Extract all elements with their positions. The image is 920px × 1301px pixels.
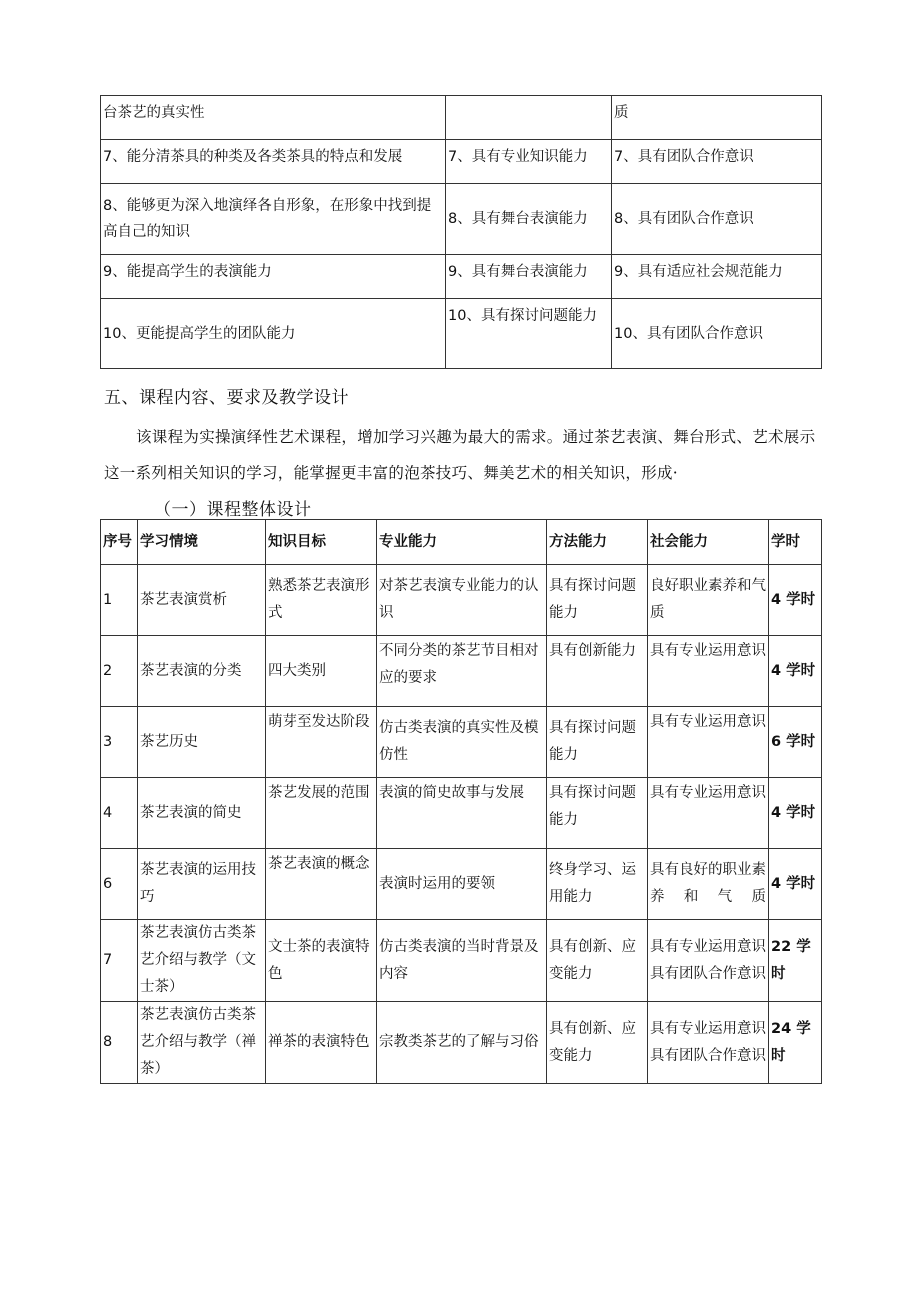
- table-cell: 7、具有团队合作意识: [612, 140, 822, 184]
- method-ability: 具有创新能力: [547, 636, 648, 707]
- table-cell: [446, 96, 612, 140]
- method-ability: 具有创新、应变能力: [547, 1002, 648, 1084]
- table-cell: 10、具有探讨问题能力: [446, 299, 612, 369]
- social-ability: 具有良好的职业素养和气质: [648, 849, 769, 920]
- hours: 4 学时: [769, 565, 822, 636]
- table-cell: 质: [612, 96, 822, 140]
- table-row: [101, 707, 822, 778]
- table-row: [101, 140, 822, 184]
- hours: 22 学时: [769, 920, 822, 1002]
- learning-context: 茶艺表演的分类: [138, 636, 266, 707]
- header-cell: 知识目标: [266, 520, 377, 565]
- table-cell: 10、更能提高学生的团队能力: [101, 299, 446, 369]
- section-heading: 五、课程内容、要求及教学设计: [104, 388, 349, 408]
- row-number: 2: [101, 636, 138, 707]
- table-header-row: [101, 520, 822, 565]
- professional-ability: 仿古类表演的当时背景及内容: [377, 920, 547, 1002]
- table-row: [101, 920, 822, 1002]
- table-row: [101, 778, 822, 849]
- method-ability: 终身学习、运用能力: [547, 849, 648, 920]
- row-number: 8: [101, 1002, 138, 1084]
- knowledge-goal: 文士茶的表演特色: [266, 920, 377, 1002]
- learning-context: 茶艺表演的运用技巧: [138, 849, 266, 920]
- header-cell: 学时: [769, 520, 822, 565]
- table-row: [101, 849, 822, 920]
- learning-context: 茶艺历史: [138, 707, 266, 778]
- hours: 4 学时: [769, 849, 822, 920]
- learning-context: 茶艺表演的简史: [138, 778, 266, 849]
- table-cell: 7、能分清茶具的种类及各类茶具的特点和发展: [101, 140, 446, 184]
- professional-ability: 表演时运用的要领: [377, 849, 547, 920]
- knowledge-goal: 熟悉茶艺表演形式: [266, 565, 377, 636]
- table-cell: 8、具有团队合作意识: [612, 184, 822, 255]
- row-number: 4: [101, 778, 138, 849]
- knowledge-goal: 茶艺发展的范围: [266, 778, 377, 849]
- social-ability: 具有专业运用意识: [648, 778, 769, 849]
- knowledge-goal: 茶艺表演的概念: [266, 849, 377, 920]
- method-ability: 具有创新、应变能力: [547, 920, 648, 1002]
- row-number: 3: [101, 707, 138, 778]
- hours: 4 学时: [769, 636, 822, 707]
- table-cell: 10、具有团队合作意识: [612, 299, 822, 369]
- header-cell: 专业能力: [377, 520, 547, 565]
- social-ability: 具有专业运用意识: [648, 707, 769, 778]
- header-cell: 序号: [101, 520, 138, 565]
- table-cell: 9、能提高学生的表演能力: [101, 255, 446, 299]
- knowledge-goal: 四大类别: [266, 636, 377, 707]
- method-ability: 具有探讨问题能力: [547, 565, 648, 636]
- social-ability: 具有专业运用意识具有团队合作意识: [648, 1002, 769, 1084]
- social-ability: 良好职业素养和气质: [648, 565, 769, 636]
- social-ability: 具有专业运用意识: [648, 636, 769, 707]
- table-row: [101, 96, 822, 140]
- table-cell: 8、具有舞台表演能力: [446, 184, 612, 255]
- row-number: 1: [101, 565, 138, 636]
- header-cell: 学习情境: [138, 520, 266, 565]
- table-cell: 8、能够更为深入地演绎各自形象，在形象中找到提高自己的知识: [101, 184, 446, 255]
- professional-ability: 宗教类茶艺的了解与习俗: [377, 1002, 547, 1084]
- body-paragraph: 该课程为实操演绎性艺术课程，增加学习兴趣为最大的需求。通过茶艺表演、舞台形式、艺术展示这一系列相关知识的学习，能掌握更丰富的泡茶技巧、舞美艺术的相关知识，形成·: [104, 428, 816, 482]
- hours: 6 学时: [769, 707, 822, 778]
- professional-ability: 表演的简史故事与发展: [377, 778, 547, 849]
- professional-ability: 对茶艺表演专业能力的认识: [377, 565, 547, 636]
- social-ability: 具有专业运用意识具有团队合作意识: [648, 920, 769, 1002]
- table-cell: 9、具有舞台表演能力: [446, 255, 612, 299]
- course-design-table: [100, 519, 822, 1084]
- table-row: [101, 636, 822, 707]
- table-row: [101, 1002, 822, 1084]
- table-row: [101, 565, 822, 636]
- hours: 24 学时: [769, 1002, 822, 1084]
- table-cell: 9、具有适应社会规范能力: [612, 255, 822, 299]
- ability-table: [100, 95, 822, 369]
- table-cell: 台茶艺的真实性: [101, 96, 446, 140]
- learning-context: 茶艺表演仿古类茶艺介绍与教学（文士茶）: [138, 920, 266, 1002]
- header-cell: 方法能力: [547, 520, 648, 565]
- row-number: 6: [101, 849, 138, 920]
- learning-context: 茶艺表演仿古类茶艺介绍与教学（禅茶）: [138, 1002, 266, 1084]
- professional-ability: 仿古类表演的真实性及模仿性: [377, 707, 547, 778]
- header-cell: 社会能力: [648, 520, 769, 565]
- table-row: [101, 299, 822, 369]
- method-ability: 具有探讨问题能力: [547, 778, 648, 849]
- table-row: [101, 184, 822, 255]
- table-row: [101, 255, 822, 299]
- method-ability: 具有探讨问题能力: [547, 707, 648, 778]
- row-number: 7: [101, 920, 138, 1002]
- subsection-heading: （一）课程整体设计: [154, 500, 312, 520]
- knowledge-goal: 禅茶的表演特色: [266, 1002, 377, 1084]
- professional-ability: 不同分类的茶艺节目相对应的要求: [377, 636, 547, 707]
- knowledge-goal: 萌芽至发达阶段: [266, 707, 377, 778]
- hours: 4 学时: [769, 778, 822, 849]
- learning-context: 茶艺表演赏析: [138, 565, 266, 636]
- table-cell: 7、具有专业知识能力: [446, 140, 612, 184]
